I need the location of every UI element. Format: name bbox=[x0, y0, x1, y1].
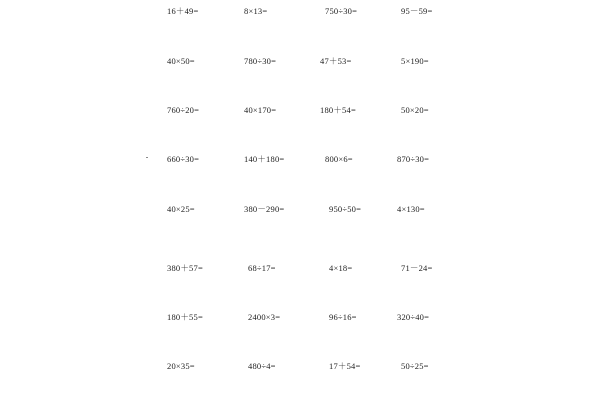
problem: 2400×3= bbox=[248, 312, 281, 322]
problem: 870÷30= bbox=[397, 154, 430, 164]
problem: 480÷4= bbox=[248, 361, 276, 371]
problem: 20×35= bbox=[167, 361, 195, 371]
problem: 380－290= bbox=[244, 204, 285, 214]
problem: 4×130= bbox=[397, 204, 425, 214]
problem: 8×13= bbox=[244, 6, 268, 16]
problem: 50×20= bbox=[401, 105, 429, 115]
problem: 50÷25= bbox=[401, 361, 429, 371]
problem: 95－59= bbox=[401, 6, 433, 16]
problem: 750÷30= bbox=[325, 6, 358, 16]
problem: 40×170= bbox=[244, 105, 277, 115]
problem: 760÷20= bbox=[167, 105, 200, 115]
problem: 40×25= bbox=[167, 204, 195, 214]
problem: 40×50= bbox=[167, 56, 195, 66]
problem: 17＋54= bbox=[329, 361, 361, 371]
problem: 380＋57= bbox=[167, 263, 203, 273]
problem: 180＋55= bbox=[167, 312, 203, 322]
problem: 5×190= bbox=[401, 56, 429, 66]
problem: 68÷17= bbox=[248, 263, 276, 273]
problem: 47＋53= bbox=[320, 56, 352, 66]
problem: 660÷30= bbox=[167, 154, 200, 164]
problem: 180＋54= bbox=[320, 105, 356, 115]
problem: 950÷50= bbox=[329, 204, 362, 214]
problem: 4×18= bbox=[329, 263, 353, 273]
problem: 16＋49= bbox=[167, 6, 199, 16]
problem: 96÷16= bbox=[329, 312, 357, 322]
problem: 320÷40= bbox=[397, 312, 430, 322]
problem: 800×6= bbox=[325, 154, 353, 164]
stray-mark bbox=[146, 157, 148, 158]
problem: 71－24= bbox=[401, 263, 433, 273]
problem: 780÷30= bbox=[244, 56, 277, 66]
problem: 140＋180= bbox=[244, 154, 285, 164]
